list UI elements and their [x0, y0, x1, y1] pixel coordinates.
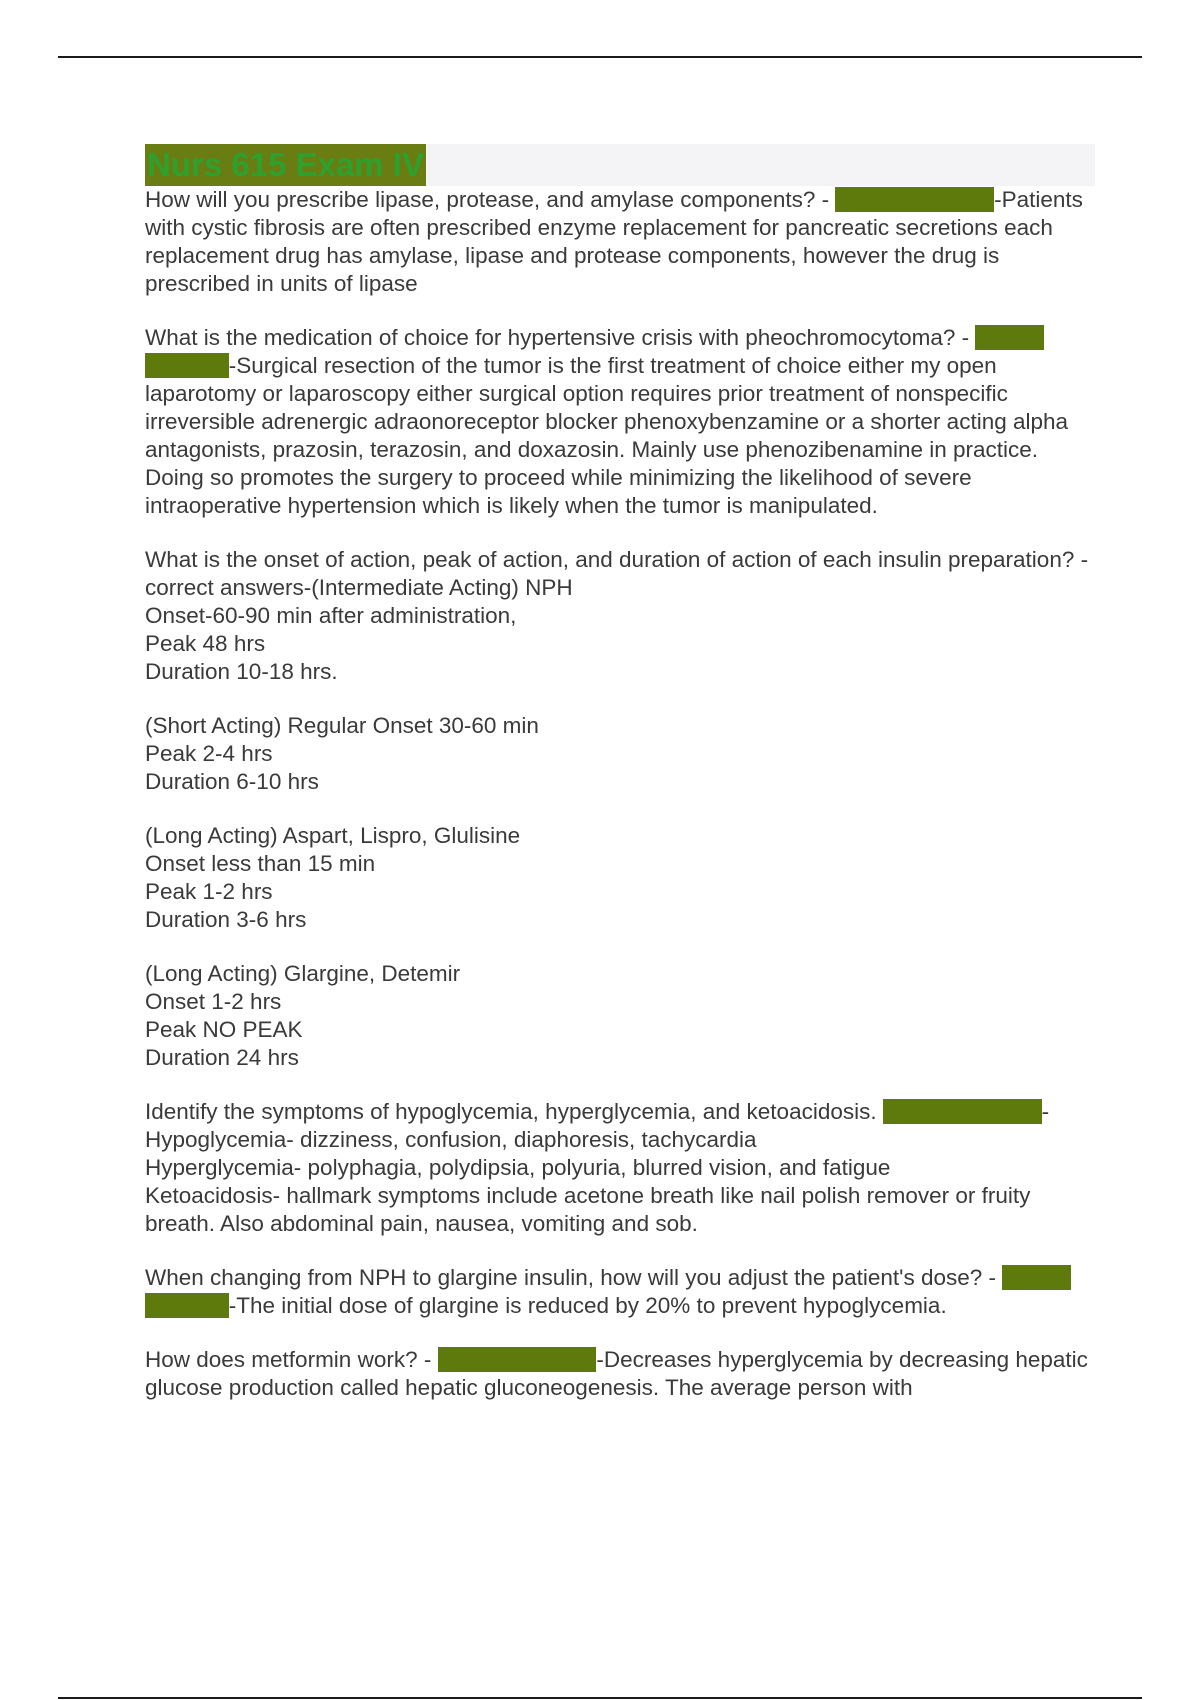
text-line: Peak 48 hrs [145, 631, 266, 656]
text-line: Duration 6-10 hrs [145, 769, 319, 794]
answer-highlight: correct answers [145, 1265, 1072, 1318]
text-line: Peak NO PEAK [145, 1017, 303, 1042]
qa-text [145, 1098, 1095, 1154]
qa-block [145, 186, 1095, 298]
answer-text: -Surgical resection of the tumor is the first treatment of choice either my open laparotomy or laparoscopy either surgical option requires prior treatment of nonspecific irreversible adrenergic adraonoreceptor blocker phenoxybenzamine or a shorter acting alpha antagonists, prazosin, terazosin, and doxazosin. Mainly use phenozibenamine in practice. Doing so promotes the surgery to proceed while minimizing the likelihood of severe intraoperative hypertension which is likely when the tumor is manipulated. [145, 353, 1069, 518]
qa-block [145, 324, 1095, 520]
qa-text [145, 1264, 1095, 1320]
qa-text [145, 1346, 1095, 1402]
question-text: What is the medication of choice for hypertensive crisis with pheochromocytoma? - [145, 325, 976, 350]
qa-block [145, 1346, 1095, 1402]
text-line: Peak 2-4 hrs [145, 741, 273, 766]
qa-block [145, 1264, 1095, 1320]
footer-rule [58, 1697, 1142, 1699]
text-line: (Long Acting) Glargine, Detemir [145, 961, 461, 986]
text-line: (Long Acting) Aspart, Lispro, Glulisine [145, 823, 521, 848]
insulin-block [145, 546, 1095, 686]
text-line: Onset 1-2 hrs [145, 989, 282, 1014]
answer-highlight: correct answers [835, 187, 995, 212]
document-body [145, 144, 1095, 1428]
answer-text: -Decreases hyperglycemia by decreasing hepatic glucose production called hepatic gluconeogenesis. The average person with [145, 1347, 1088, 1400]
qa-text [145, 324, 1095, 520]
answer-highlight: correct answers [882, 1099, 1042, 1124]
insulin-group [145, 712, 1095, 796]
answer-text: -Hypoglycemia- dizziness, confusion, diaphoresis, tachycardia [145, 1099, 1050, 1152]
answer-highlight: correct answers [145, 325, 1045, 378]
title-band [145, 144, 1095, 186]
text-line: Ketoacidosis- hallmark symptoms include acetone breath like nail polish remover or fruity breath. Also abdominal pain, nausea, vomiting and sob. [145, 1183, 1031, 1236]
question-text: Identify the symptoms of hypoglycemia, hyperglycemia, and ketoacidosis. [145, 1099, 883, 1124]
question-text: How will you prescribe lipase, protease, and amylase components? - [145, 187, 836, 212]
text-line: Peak 1-2 hrs [145, 879, 273, 904]
text-line: Duration 10-18 hrs. [145, 659, 338, 684]
text-line: Duration 3-6 hrs [145, 907, 307, 932]
insulin-group [145, 822, 1095, 934]
symptoms-block [145, 1098, 1095, 1238]
document-title: Nurs 615 Exam IV [145, 144, 426, 186]
answer-text: -Patients with cystic fibrosis are often prescribed enzyme replacement for pancreatic secretions each replacement drug has amylase, lipase and protease components, however the drug is prescribed in units of lipase [145, 187, 1083, 296]
text-line: Onset less than 15 min [145, 851, 376, 876]
text-line: (Short Acting) Regular Onset 30-60 min [145, 713, 539, 738]
question-text: How does metformin work? - [145, 1347, 438, 1372]
question-text: When changing from NPH to glargine insulin, how will you adjust the patient's dose? - [145, 1265, 1003, 1290]
text-line: Duration 24 hrs [145, 1045, 299, 1070]
text-line: Onset-60-90 min after administration, [145, 603, 517, 628]
question-text: What is the onset of action, peak of action, and duration of action of each insulin preparation? - correct answers-(Intermediate Acting) NPH [145, 547, 1089, 600]
qa-text [145, 186, 1095, 298]
text-line: Hyperglycemia- polyphagia, polydipsia, polyuria, blurred vision, and fatigue [145, 1155, 891, 1180]
answer-highlight: correct answers [437, 1347, 597, 1372]
insulin-group [145, 960, 1095, 1072]
header-rule [58, 56, 1142, 58]
answer-text: -The initial dose of glargine is reduced by 20% to prevent hypoglycemia. [228, 1293, 947, 1318]
